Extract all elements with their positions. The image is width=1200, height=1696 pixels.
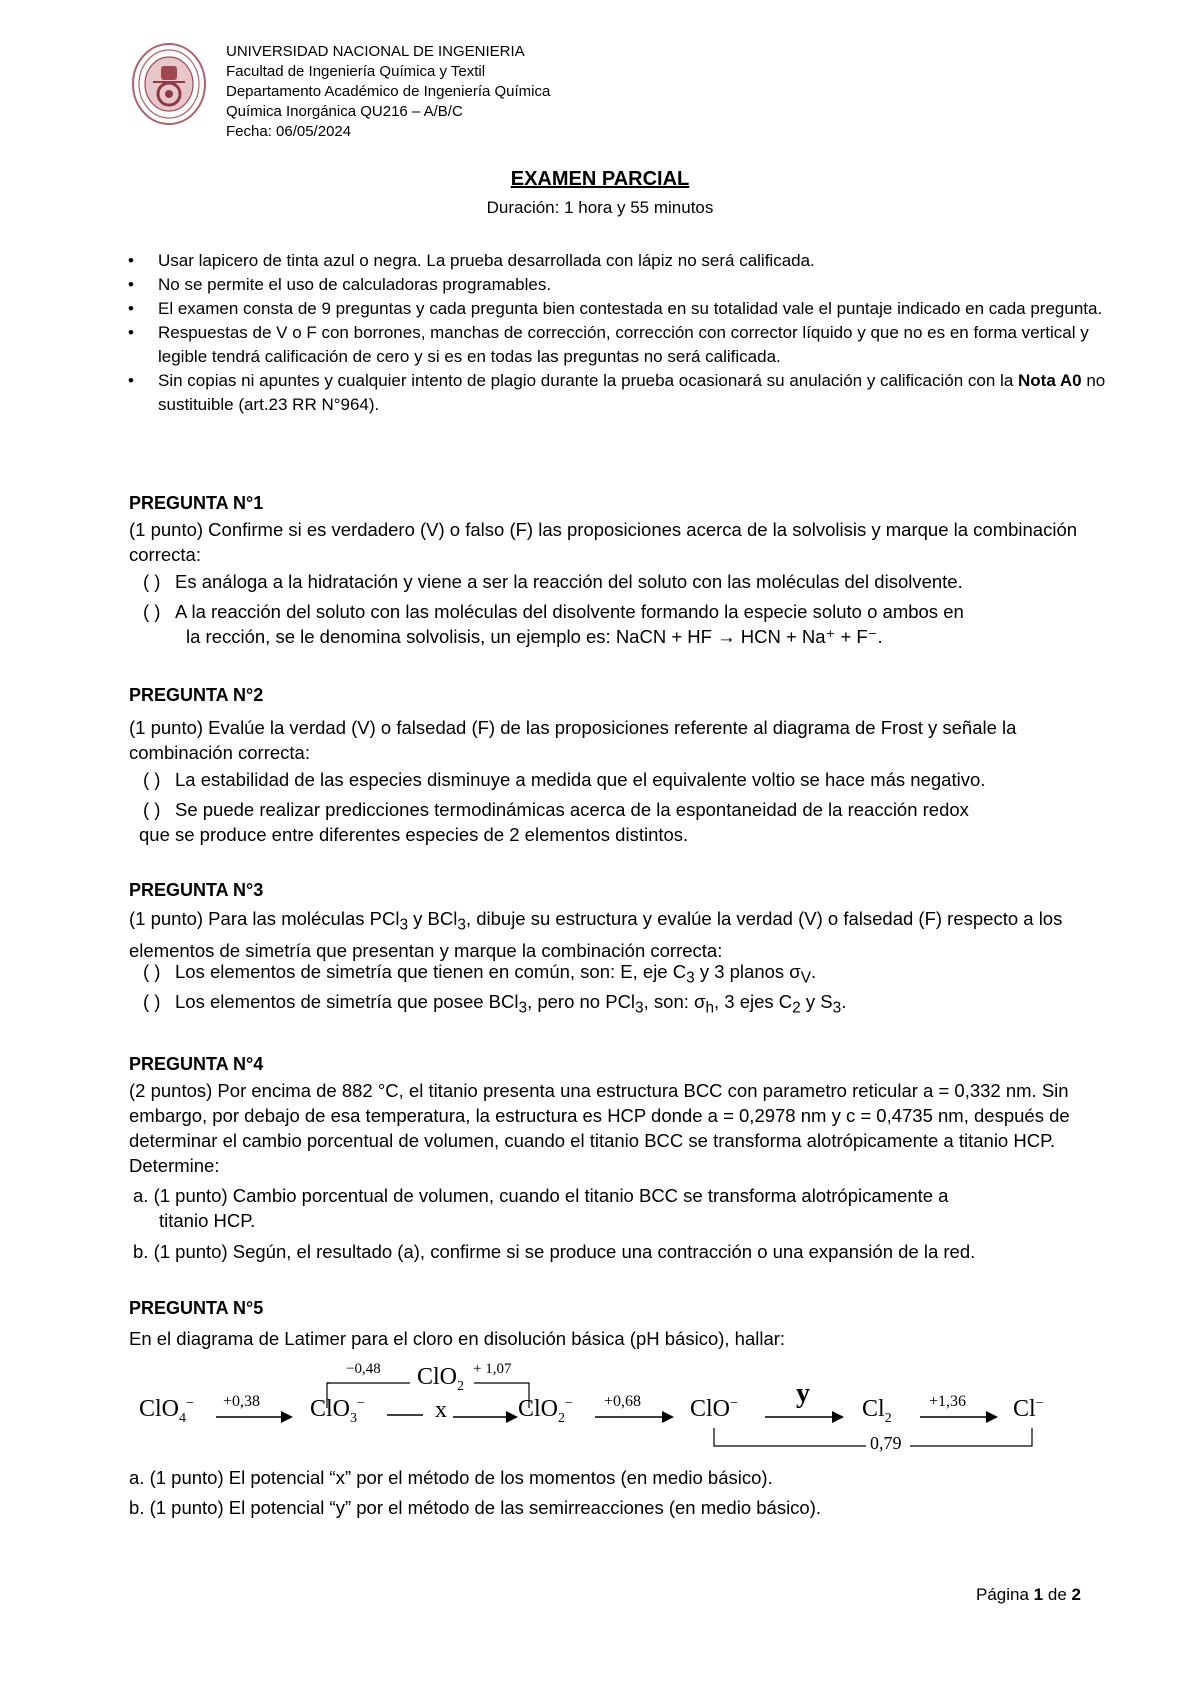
species-clo2: ClO$_2$−: [518, 1396, 573, 1426]
instruction-item: • Usar lapicero de tinta azul o negra. La prueba desarrollada con lápiz no será calificada.: [126, 249, 1116, 273]
exam-title: EXAMEN PARCIAL: [510, 168, 690, 190]
bullet-icon: •: [128, 251, 134, 270]
bullet-icon: •: [128, 323, 134, 342]
species-clo3: ClO$_3$−: [310, 1396, 365, 1426]
question-1-proposition-2-cont: la rección, se le denomina solvolisis, un ejemplo es: NaCN + HF → HCN + Na⁺ + F⁻.: [186, 626, 883, 647]
page-number: 1: [1033, 1585, 1044, 1604]
question-2-proposition-2-cont: que se produce entre diferentes especies de 2 elementos distintos.: [139, 824, 689, 845]
header-department: Departamento Académico de Ingeniería Química: [226, 83, 551, 100]
question-2-proposition-1: ( ) La estabilidad de las especies disminuye a medida que el equivalente voltio se hace más negativo.: [143, 769, 986, 790]
species-cl2: $Cl_2$: [862, 1396, 892, 1426]
potential-label: +1,36: [929, 1393, 967, 1410]
bullet-icon: •: [128, 371, 134, 390]
exam-duration: Duración: 1 hora y 55 minutos: [486, 198, 714, 217]
header-date: Fecha: 06/05/2024: [226, 123, 352, 140]
question-1-title: PREGUNTA N°1: [129, 493, 264, 513]
grade-note: Nota A0: [1018, 371, 1082, 390]
page-total: 2: [1071, 1585, 1081, 1604]
species-clo2-top: ClO$_2$: [417, 1364, 465, 1394]
instruction-item: • El examen consta de 9 preguntas y cada pregunta bien contestada en su totalidad vale el puntaje indicado en cada pregunta.: [126, 297, 1116, 321]
question-1-proposition-1: ( ) Es análoga a la hidratación y viene a ser la reacción del soluto con las moléculas del disolvente.: [143, 571, 963, 592]
instruction-item: • Sin copias ni apuntes y cualquier intento de plagio durante la prueba ocasionará su anulación y calificación con la Nota A0 no sustituible (art.23 RR N°964).: [128, 371, 1106, 414]
question-3-intro: (1 punto) Para las moléculas PCl$_3$ y BCl$_3$, dibuje su estructura y evalúe la verdad (V) o falsedad (F) respecto a los elementos de simetría que presentan y marque la combinación correcta:: [129, 908, 1063, 961]
question-4-part-a: a. (1 punto) Cambio porcentual de volumen, cuando el titanio BCC se transforma alotrópicamente a: [133, 1185, 949, 1206]
species-clo4: ClO$_4$−: [139, 1396, 194, 1426]
question-5-title: PREGUNTA N°5: [129, 1298, 264, 1318]
question-2-intro: (1 punto) Evalúe la verdad (V) o falsedad (F) de las proposiciones referente al diagrama de Frost y señale la combinación correcta:: [129, 717, 1017, 763]
header-course: Química Inorgánica QU216 – A/B/C: [226, 103, 463, 120]
question-3-proposition-1: ( ) Los elementos de simetría que tienen en común, son: E, eje $C_3$ y 3 planos $\sigma_V$.: [143, 961, 817, 987]
question-5-part-b: b. (1 punto) El potencial “y” por el método de las semirreacciones (en medio básico).: [129, 1497, 822, 1518]
question-1-proposition-2: ( ) A la reacción del soluto con las moléculas del disolvente formando la especie soluto o ambos en: [143, 601, 964, 622]
potential-label: + 1,07: [473, 1361, 512, 1377]
question-4-part-a-cont: titanio HCP.: [159, 1210, 256, 1231]
potential-label: +0,68: [604, 1393, 642, 1410]
header-university: UNIVERSIDAD NACIONAL DE INGENIERIA: [226, 43, 525, 60]
page-footer: Página 1 de 2: [976, 1585, 1081, 1604]
potential-label: 0,79: [870, 1433, 902, 1453]
question-5-intro: En el diagrama de Latimer para el cloro en disolución básica (pH básico), hallar:: [129, 1328, 786, 1349]
question-1-intro: (1 punto) Confirme si es verdadero (V) o falso (F) las proposiciones acerca de la solvolisis y marque la combinación correcta:: [129, 519, 1078, 565]
instruction-item: • Respuestas de V o F con borrones, manchas de corrección, corrección con corrector líquido y que no es en forma vertical y legible tendrá calificación de cero y si es en todas las preguntas no será calificada.: [128, 323, 1089, 366]
question-3-title: PREGUNTA N°3: [129, 880, 264, 900]
bullet-icon: •: [128, 275, 134, 294]
potential-label: +0,38: [223, 1393, 261, 1410]
unknown-potential-y: y: [796, 1378, 810, 1409]
unknown-potential-x: x: [435, 1397, 447, 1423]
species-clo: ClO−: [690, 1396, 738, 1422]
instruction-item: • No se permite el uso de calculadoras programables.: [126, 273, 1116, 297]
question-2-title: PREGUNTA N°2: [129, 685, 264, 705]
bullet-icon: •: [128, 299, 134, 318]
question-2-proposition-2: ( ) Se puede realizar predicciones termodinámicas acerca de la espontaneidad de la reacción redox: [143, 799, 969, 820]
species-cl: Cl−: [1013, 1396, 1044, 1422]
question-4-title: PREGUNTA N°4: [129, 1054, 264, 1074]
potential-label: −0,48: [346, 1361, 381, 1377]
header-faculty: Facultad de Ingeniería Química y Textil: [226, 63, 486, 80]
question-4-intro: (2 puntos) Por encima de 882 °C, el titanio presenta una estructura BCC con parametro reticular a = 0,332 nm. Sin embargo, por debajo de esa temperatura, la estructura es HCP donde a = 0,2978 nm y c = 0,4735 nm, después de determinar el cambio porcentual de volumen, cuando el titanio BCC se transforma alotrópicamente a titanio HCP. Determine:: [129, 1080, 1070, 1176]
question-5-part-a: a. (1 punto) El potencial “x” por el método de los momentos (en medio básico).: [129, 1467, 773, 1488]
question-3-proposition-2: ( ) Los elementos de simetría que posee BCl$_3$, pero no PCl$_3$, son: $\sigma_h$, 3 ejes $C_2$ y $S_3$.: [143, 991, 847, 1017]
question-4-part-b: b. (1 punto) Según, el resultado (a), confirme si se produce una contracción o una expansión de la red.: [133, 1241, 976, 1262]
